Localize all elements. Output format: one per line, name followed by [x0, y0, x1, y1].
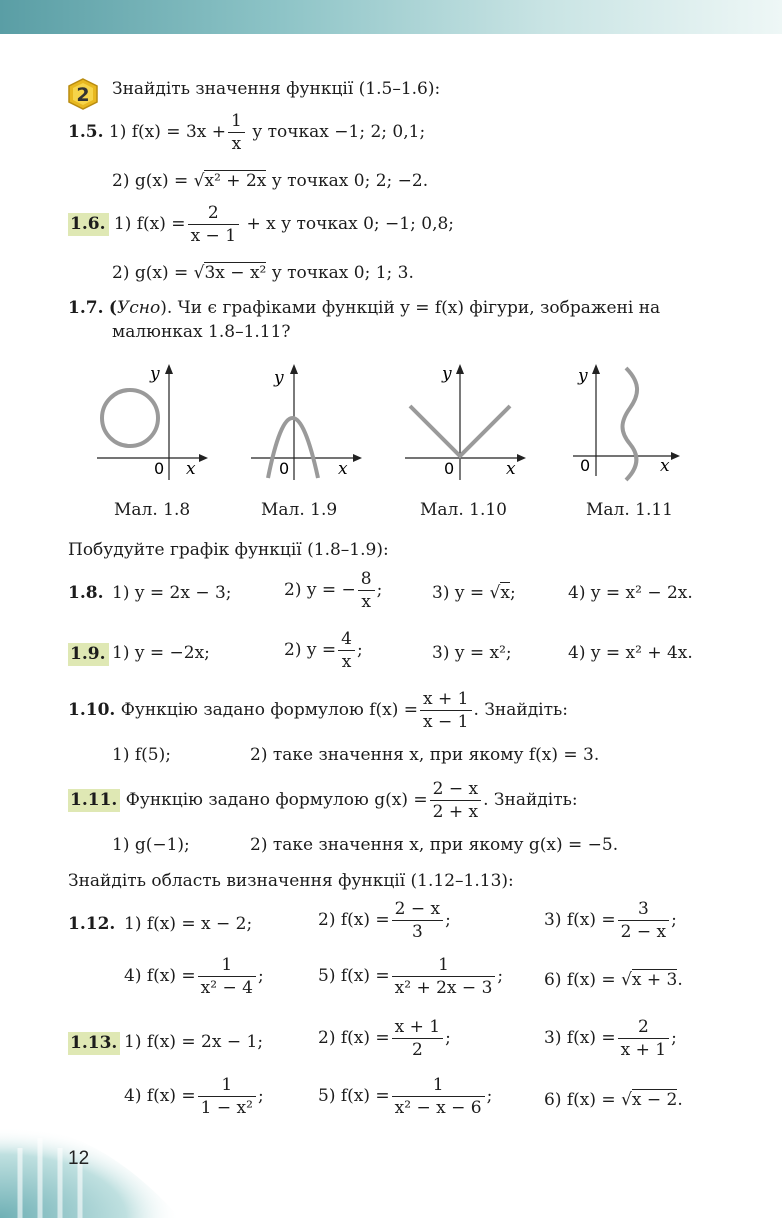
sqrt-sign: √ [489, 583, 501, 603]
parabola-curve [268, 418, 318, 478]
fraction: $\frac{8}{x}$ [358, 570, 375, 611]
task-intro-2: Побудуйте графік функції (1.8–1.9): [68, 540, 389, 560]
origin-label: 0 [580, 456, 591, 475]
axis-x-label: x [506, 459, 516, 479]
axis-x-label: x [660, 456, 670, 476]
sqrt-sign: √ [193, 263, 205, 283]
sqrt-sign: √ [193, 171, 205, 191]
task-intro-1: Знайдіть значення функції (1.5–1.6): [112, 79, 441, 99]
axis-y-label: y [442, 364, 452, 384]
circle-curve [102, 390, 158, 446]
problem-1-5-line-1: 1.5. 1) f(x) = 3x + $\frac{1}{x}$ у точках −1; 2; 0,1; [68, 111, 426, 154]
axis-y-label: y [274, 368, 284, 388]
problem-1-7-line-1: 1.7. (Усно). Чи є графіками функцій y = f(x) фігури, зображені на [68, 298, 661, 318]
figure-1-11-caption: Мал. 1.11 [586, 500, 674, 520]
problem-number-highlighted: 1.6. [68, 213, 109, 236]
figure-1-11-graph [568, 360, 688, 490]
fraction: $\frac{4}{x}$ [338, 630, 355, 671]
fraction: $\frac{x + 1}{x - 1}$ [420, 690, 471, 731]
page-number: 12 [68, 1148, 90, 1169]
sqrt-sign: √ [621, 970, 632, 990]
radicand: x² + 2x [204, 171, 267, 191]
problem-number: 1.5. [68, 122, 104, 142]
figure-1-8-graph [92, 360, 212, 490]
origin-label: 0 [444, 459, 455, 478]
sqrt-sign: √ [621, 1090, 632, 1110]
figure-1-10-caption: Мал. 1.10 [420, 500, 508, 520]
problem-1-5-line-2: 2) g(x) = √x² + 2x у точках 0; 2; −2. [112, 171, 429, 191]
problem-1-7-line-2: малюнках 1.8–1.11? [112, 322, 291, 342]
axis-y-label: y [150, 364, 160, 384]
problem-1-6-line-1: 1.6. 1) f(x) = $\frac{2}{x - 1}$ + x у точках 0; −1; 0,8; [70, 203, 455, 246]
origin-label: 0 [154, 459, 165, 478]
fraction: $\frac{1}{x}$ [228, 112, 245, 153]
axis-x-label: x [338, 459, 348, 479]
task-intro-3: Знайдіть область визначення функції (1.12–1.13): [68, 871, 514, 891]
problem-1-11-line-2: 1) g(−1); 2) таке значення x, при якому g(x) = −5. [112, 835, 619, 855]
problem-1-10-line-1: 1.10. Функцію задано формулою f(x) = $\frac{x + 1}{x - 1}$ . Знайдіть: [68, 689, 569, 732]
wave-curve [623, 368, 638, 480]
figure-1-8-caption: Мал. 1.8 [114, 500, 191, 520]
axis-x-label: x [186, 459, 196, 479]
corner-decoration [0, 1108, 190, 1218]
figure-1-9-graph [246, 360, 366, 490]
level-badge-icon [66, 78, 100, 110]
header-band [0, 0, 782, 34]
level-badge-text: 2 [76, 84, 90, 106]
radicand: 3x − x² [204, 263, 267, 283]
problem-1-11-line-1: 1.11. Функцію задано формулою g(x) = $\frac{2 - x}{2 + x}$ . Знайдіть: [70, 779, 578, 822]
fraction: $\frac{2}{x - 1}$ [188, 204, 239, 245]
fraction: $\frac{2 - x}{2 + x}$ [430, 780, 481, 821]
problem-1-6-line-2: 2) g(x) = √3x − x² у точках 0; 1; 3. [112, 263, 414, 283]
origin-label: 0 [279, 459, 290, 478]
axis-y-label: y [578, 366, 588, 386]
problem-1-10-line-2: 1) f(5); 2) таке значення x, при якому f(x) = 3. [112, 745, 600, 765]
figure-1-10-graph [400, 360, 530, 490]
figure-1-9-caption: Мал. 1.9 [261, 500, 338, 520]
